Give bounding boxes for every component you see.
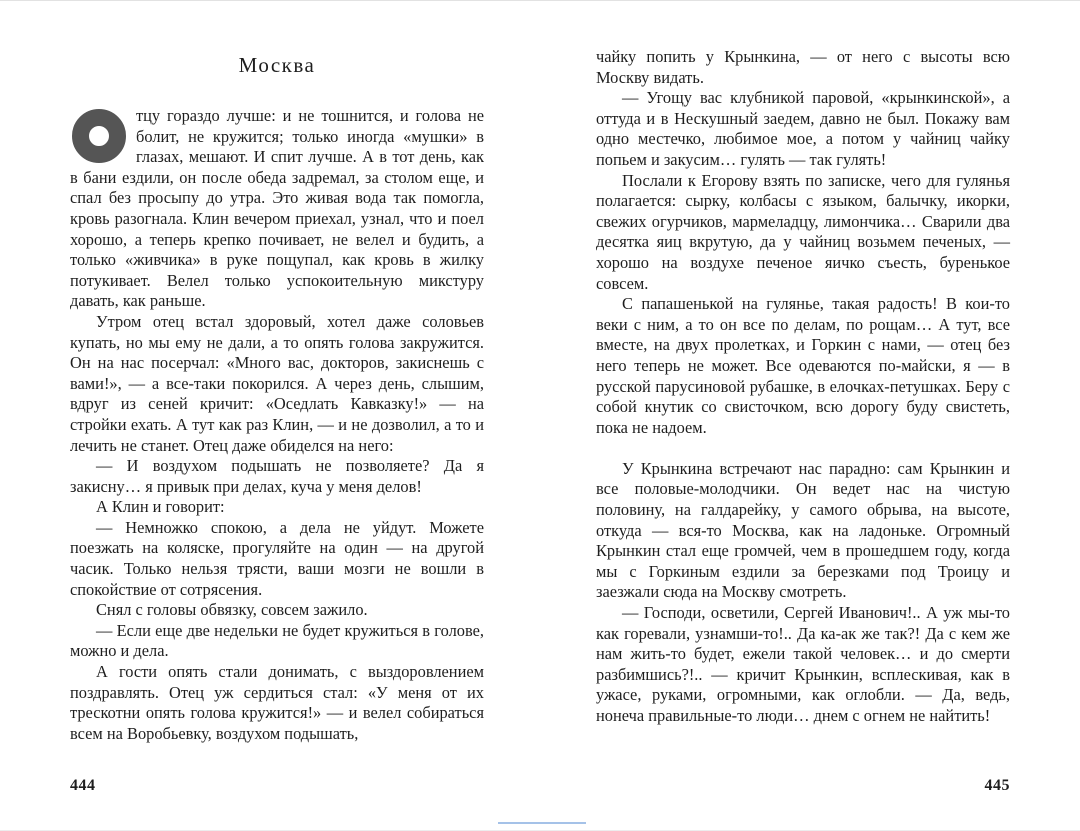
chapter-title: Москва — [238, 53, 316, 77]
page-number-left: 444 — [70, 777, 96, 794]
paragraph: Послали к Егорову взять по записке, чего для гулянья полагается: сырку, колбасы с языком, балычку, икорки, свежих огурчиков, мармеладцу, лимончика… Сварили два десятка яиц вкрутую, да у чайниц возьмем печеных, — хорошо на воздухе печеное яичко съесть, буренькое совсем. — [596, 170, 1010, 293]
paragraph — [70, 106, 484, 312]
paragraph: чайку попить у Крынкина, — от него с высоты всю Москву видать. — [596, 47, 1010, 87]
paragraph: С папашенькой на гулянье, такая радость! В кои-то веки с ним, а то он все по делам, по рощам… А тут, все вместе, на двух пролетках, и Горкин с нами, — отец без него теперь не может. Все одеваются по-майски, я — в русской парусиновой рубашке, в елочках-петушках. Беру с собой кнутик со свисточком, всю дорогу буду свистеть, пока не надоем. — [596, 294, 1010, 437]
paragraph: — Господи, осветили, Сергей Иванович!.. А уж мы-то как горевали, узнамши-то!.. Да ка-ак же так?! Да с кем же нам жить-то будет, ежели такой человек… и до смерти разбимшись?!.. — кричит Крынкин, всплескивая, как в ужасе, руками, огромными, как оглобли. — Да, ведь, нонеча правильные-то люди… днем с огнем не найтить! — [596, 603, 1010, 725]
page-number-right: 445 — [984, 777, 1010, 794]
paragraph: Снял с головы обвязку, совсем зажило. — [96, 600, 368, 620]
paragraph: — И воздухом подышать не позволяете? Да я закисну… я привык при делах, куча у меня делов! — [70, 456, 484, 496]
drop-cap-letter-o — [72, 109, 126, 163]
paragraph: У Крынкина встречают нас парадно: сам Крынкин и все половые-молодчики. Он ведет нас на чистую половину, на галдарейку, у самого обрыва, на высоте, откуда — вся-то Москва, как на ладоньке. Огромный Крынкин стал еще громчей, чем в прошедшем году, когда мы с Горкиным ездили за березками под Троицу и заезжали сюда на Москву смотреть. — [596, 458, 1010, 602]
scan-watermark — [498, 822, 586, 824]
page-right — [596, 1, 1010, 830]
left-page-text — [70, 106, 484, 744]
paragraph: Утром отец встал здоровый, хотел даже соловьев купать, но мы ему не дали, а то опять голова закружится. Он на нас посерчал: «Много вас, докторов, закиснешь с вами!», — а все-таки покорился. А через день, слышим, вдруг из сеней кричит: «Оседлать Кавказку!» — на стройки ехать. А тут как раз Клин, — и не дозволил, а то и лечить не станет. Отец даже обиделся на него: — [70, 311, 484, 455]
right-page-text — [596, 47, 1010, 727]
paragraph: А Клин и говорит: — [96, 497, 225, 517]
paragraph: — Если еще две недельки не будет кружиться в голове, можно и дела. — [70, 620, 484, 661]
page-left — [70, 1, 484, 830]
paragraph: А гости опять стали донимать, с выздоровлением поздравлять. Отец уж сердиться стал: «У меня от их трескотни опять голова кружится!» — и велел собираться всем на Воробьевку, воздухом подышать, — [70, 662, 484, 743]
paragraph: — Немножко спокою, а дела не уйдут. Можете поезжать на коляске, прогуляйте на один — на другой часик. Только нельзя трясти, ваши мозги не вошли в спокойствие от сотрясения. — [70, 517, 484, 599]
paragraph-text: тцу гораздо лучше: и не тошнится, и голова не болит, не кружится; только иногда «мушки» в глазах, мешают. И спит лучше. А в тот день, как в бани ездили, он после обеда задремал, за столом еще, и спал без просыпу до утра. Это живая вода так помогла, кровь разогнала. Клин вечером приехал, узнал, что и поел хорошо, а теперь крепко почивает, не велел и будить, а только «живчика» в руке пощупал, как кровь в жилку потукивает. Велел только успокоительную микстуру давать, как раньше. — [70, 106, 484, 311]
paragraph: — Угощу вас клубникой паровой, «крынкинской», а оттуда и в Нескушный заедем, давно не был. Покажу вам одно местечко, любимое мое, а потом у чайниц чайку попьем и закусим… гулять — так гулять! — [596, 88, 1010, 169]
